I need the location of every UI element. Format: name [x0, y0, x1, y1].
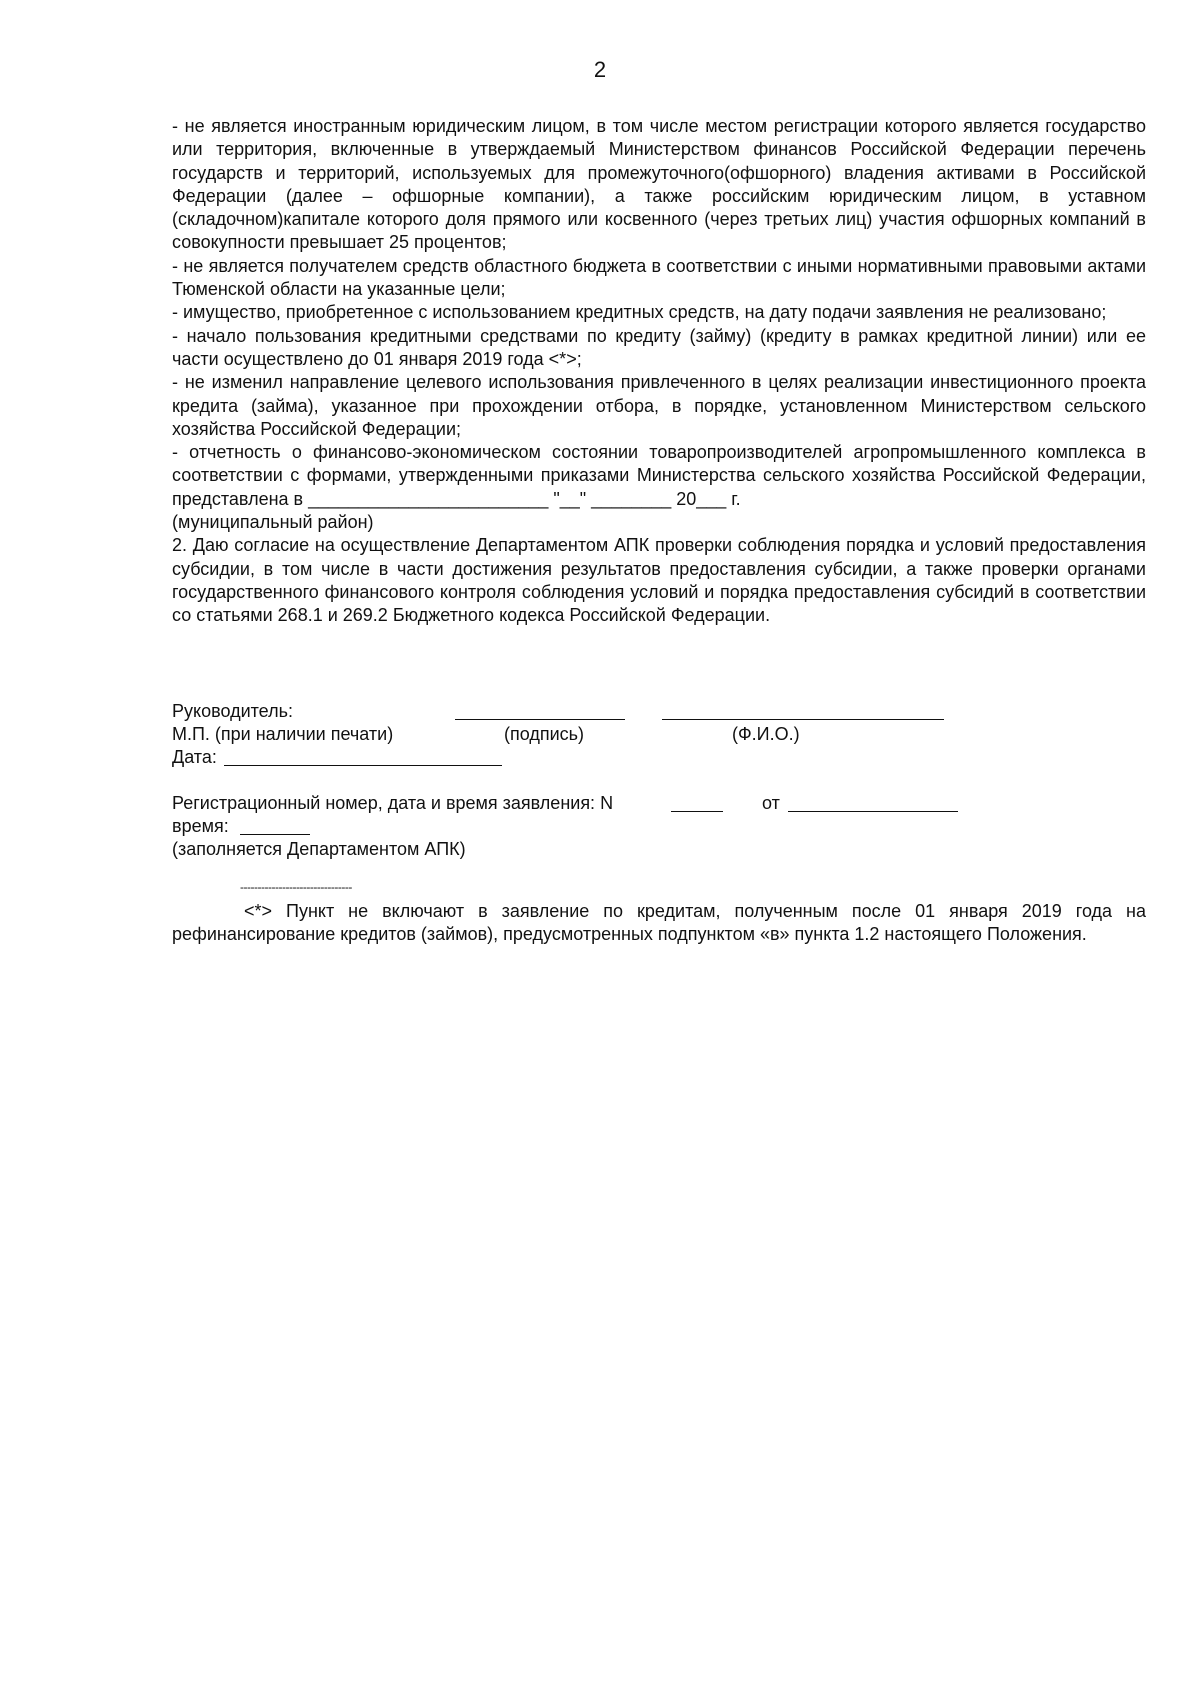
document-body [172, 115, 1146, 628]
item-offshore: - не является иностранным юридическим лицом, в том числе местом регистрации которого является государство или территория, включенные в утверждаемый Министерством финансов Российской Федерации перечень государств и территорий, используемых для промежуточного(офшорного) владения активами в Российской Федерации (далее – офшорные компании), а также российским юридическим лицом, в уставном (складочном)капитале которого доля прямого или косвенного (через третьих лиц) участия офшорных компаний в совокупности превышает 25 процентов; [172, 116, 1146, 253]
footnote-separator: -------------------------------- [240, 880, 352, 894]
item-reporting: - отчетность о финансово-экономическом состоянии товаропроизводителей агропромышленного комплекса в соответствии с формами, утвержденными приказами Министерства сельского хозяйства Российской Федерации, представлена в ________________________ "__" ________ 20___ г. [172, 442, 1146, 509]
item-municipal-district: (муниципальный район) [172, 512, 374, 533]
item-target-use: - не изменил направление целевого использования привлеченного в целях реализации инвестиционного проекта кредита (займа), указанное при прохождении отбора, в порядке, установленном Министерством сельского хозяйства Российской Федерации; [172, 372, 1146, 439]
registration-number-line [671, 794, 723, 812]
date-line [224, 748, 502, 766]
item-budget-funds: - не является получателем средств областного бюджета в соответствии с иными нормативными правовыми актами Тюменской области на указанные цели; [172, 255, 1146, 300]
item-property: - имущество, приобретенное с использованием кредитных средств, на дату подачи заявления не реализовано; [172, 302, 1107, 323]
page-number: 2 [593, 57, 607, 82]
signature-line [455, 702, 625, 720]
time-label: время: [172, 816, 229, 836]
date-label: Дата: [172, 747, 217, 767]
registration-date-line [788, 794, 958, 812]
fio-caption: (Ф.И.О.) [732, 724, 800, 744]
fio-line [662, 702, 944, 720]
registration-label: Регистрационный номер, дата и время заявления: N [172, 793, 614, 813]
registration-block [172, 792, 972, 861]
head-label: Руководитель: [172, 701, 293, 721]
signature-block [172, 700, 972, 769]
registration-note: (заполняется Департаментом АПК) [172, 839, 466, 859]
registration-from-label: от [762, 793, 780, 813]
signature-caption: (подпись) [504, 724, 585, 744]
time-line [240, 817, 310, 835]
seal-label: М.П. (при наличии печати) [172, 724, 394, 744]
item-credit-start: - начало пользования кредитными средствами по кредиту (займу) (кредиту в рамках кредитной линии) или ее части осуществлено до 01 января 2019 года <*>; [172, 325, 1146, 369]
footnote-text: <*> Пункт не включают в заявление по кредитам, полученным после 01 января 2019 года на рефинансирование кредитов (займов), предусмотренных подпунктом «в» пункта 1.2 настоящего Положения. [172, 901, 1146, 945]
item-consent: 2. Даю согласие на осуществление Департаментом АПК проверки соблюдения порядка и условий предоставления субсидии, в том числе в части достижения результатов предоставления субсидии, а также проверки органами государственного финансового контроля соблюдения условий и порядка предоставления субсидий в соответствии со статьями 268.1 и 269.2 Бюджетного кодекса Российской Федерации. [172, 535, 1146, 626]
